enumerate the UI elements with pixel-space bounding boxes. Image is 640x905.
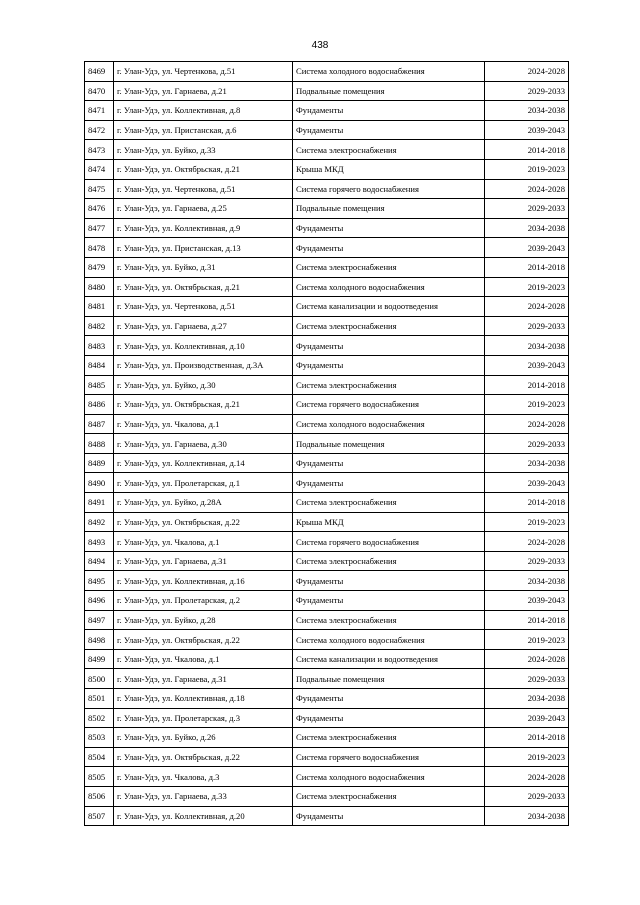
cell-address: г. Улан-Удэ, ул. Коллективная, д.8 [114,101,293,121]
cell-period: 2029-2033 [485,669,569,689]
cell-period: 2014-2018 [485,610,569,630]
table-row [85,806,569,826]
cell-period: 2014-2018 [485,375,569,395]
cell-period: 2029-2033 [485,786,569,806]
cell-row-number: 8474 [85,159,114,179]
cell-period: 2014-2018 [485,728,569,748]
cell-address: г. Улан-Удэ, ул. Октябрьская, д.21 [114,277,293,297]
cell-row-number: 8486 [85,395,114,415]
cell-row-number: 8478 [85,238,114,258]
table-row [85,81,569,101]
cell-row-number: 8494 [85,551,114,571]
cell-address: г. Улан-Удэ, ул. Октябрьская, д.22 [114,747,293,767]
cell-period: 2029-2033 [485,81,569,101]
cell-address: г. Улан-Удэ, ул. Коллективная, д.14 [114,453,293,473]
table-row [85,473,569,493]
cell-work-type: Фундаменты [293,218,485,238]
cell-row-number: 8473 [85,140,114,160]
cell-address: г. Улан-Удэ, ул. Чкалова, д.1 [114,414,293,434]
page-number: 438 [311,40,329,51]
cell-address: г. Улан-Удэ, ул. Гарнаева, д.33 [114,786,293,806]
table-row [85,610,569,630]
cell-address: г. Улан-Удэ, ул. Коллективная, д.9 [114,218,293,238]
cell-row-number: 8490 [85,473,114,493]
cell-period: 2034-2038 [485,336,569,356]
table-row [85,453,569,473]
cell-work-type: Фундаменты [293,689,485,709]
table-row [85,62,569,82]
cell-period: 2039-2043 [485,473,569,493]
cell-period: 2024-2028 [485,532,569,552]
cell-address: г. Улан-Удэ, ул. Пролетарская, д.1 [114,473,293,493]
cell-address: г. Улан-Удэ, ул. Гарнаева, д.27 [114,316,293,336]
table-body [85,62,569,826]
cell-address: г. Улан-Удэ, ул. Октябрьская, д.22 [114,512,293,532]
cell-address: г. Улан-Удэ, ул. Гарнаева, д.30 [114,434,293,454]
cell-period: 2029-2033 [485,199,569,219]
cell-work-type: Подвальные помещения [293,434,485,454]
table-row [85,297,569,317]
cell-period: 2014-2018 [485,140,569,160]
cell-work-type: Система электроснабжения [293,140,485,160]
cell-work-type: Фундаменты [293,591,485,611]
cell-row-number: 8469 [85,62,114,82]
cell-period: 2024-2028 [485,62,569,82]
cell-work-type: Система холодного водоснабжения [293,767,485,787]
cell-address: г. Улан-Удэ, ул. Гарнаева, д.25 [114,199,293,219]
cell-work-type: Подвальные помещения [293,81,485,101]
table-row [85,689,569,709]
cell-period: 2034-2038 [485,101,569,121]
cell-address: г. Улан-Удэ, ул. Чертенкова, д.51 [114,297,293,317]
cell-period: 2034-2038 [485,806,569,826]
cell-address: г. Улан-Удэ, ул. Гарнаева, д.31 [114,551,293,571]
cell-row-number: 8479 [85,257,114,277]
cell-work-type: Система электроснабжения [293,375,485,395]
table-row [85,747,569,767]
cell-row-number: 8488 [85,434,114,454]
table-row [85,630,569,650]
cell-address: г. Улан-Удэ, ул. Чкалова, д.1 [114,532,293,552]
cell-row-number: 8485 [85,375,114,395]
cell-period: 2029-2033 [485,551,569,571]
table-row [85,512,569,532]
cell-row-number: 8500 [85,669,114,689]
cell-row-number: 8472 [85,120,114,140]
cell-address: г. Улан-Удэ, ул. Чертенкова, д.51 [114,62,293,82]
cell-row-number: 8489 [85,453,114,473]
cell-period: 2024-2028 [485,649,569,669]
cell-row-number: 8498 [85,630,114,650]
cell-period: 2039-2043 [485,708,569,728]
cell-row-number: 8487 [85,414,114,434]
cell-work-type: Фундаменты [293,571,485,591]
cell-address: г. Улан-Удэ, ул. Октябрьская, д.21 [114,395,293,415]
table-row [85,218,569,238]
cell-period: 2014-2018 [485,493,569,513]
cell-row-number: 8475 [85,179,114,199]
table-row [85,316,569,336]
table-row [85,786,569,806]
cell-row-number: 8471 [85,101,114,121]
table-row [85,101,569,121]
cell-period: 2019-2023 [485,747,569,767]
cell-work-type: Система холодного водоснабжения [293,277,485,297]
cell-period: 2019-2023 [485,159,569,179]
cell-work-type: Фундаменты [293,336,485,356]
cell-work-type: Крыша МКД [293,159,485,179]
cell-row-number: 8481 [85,297,114,317]
table-row [85,159,569,179]
cell-address: г. Улан-Удэ, ул. Буйко, д.28 [114,610,293,630]
cell-address: г. Улан-Удэ, ул. Буйко, д.30 [114,375,293,395]
cell-address: г. Улан-Удэ, ул. Пролетарская, д.2 [114,591,293,611]
cell-address: г. Улан-Удэ, ул. Октябрьская, д.22 [114,630,293,650]
table-row [85,257,569,277]
cell-period: 2034-2038 [485,571,569,591]
table-row [85,532,569,552]
cell-work-type: Система холодного водоснабжения [293,62,485,82]
cell-row-number: 8484 [85,355,114,375]
table-row [85,179,569,199]
cell-work-type: Система электроснабжения [293,728,485,748]
cell-row-number: 8506 [85,786,114,806]
cell-address: г. Улан-Удэ, ул. Коллективная, д.10 [114,336,293,356]
cell-row-number: 8476 [85,199,114,219]
table-row [85,434,569,454]
cell-address: г. Улан-Удэ, ул. Буйко, д.33 [114,140,293,160]
cell-period: 2034-2038 [485,218,569,238]
cell-work-type: Фундаменты [293,473,485,493]
table-row [85,767,569,787]
cell-work-type: Крыша МКД [293,512,485,532]
cell-work-type: Фундаменты [293,708,485,728]
cell-period: 2024-2028 [485,297,569,317]
cell-address: г. Улан-Удэ, ул. Пристанская, д.13 [114,238,293,258]
cell-address: г. Улан-Удэ, ул. Гарнаева, д.31 [114,669,293,689]
cell-row-number: 8482 [85,316,114,336]
table-row [85,708,569,728]
cell-row-number: 8493 [85,532,114,552]
cell-period: 2039-2043 [485,355,569,375]
cell-row-number: 8504 [85,747,114,767]
cell-row-number: 8496 [85,591,114,611]
cell-row-number: 8499 [85,649,114,669]
cell-address: г. Улан-Удэ, ул. Буйко, д.26 [114,728,293,748]
cell-period: 2024-2028 [485,767,569,787]
cell-period: 2039-2043 [485,120,569,140]
cell-work-type: Система холодного водоснабжения [293,630,485,650]
cell-work-type: Система электроснабжения [293,257,485,277]
cell-work-type: Система электроснабжения [293,551,485,571]
cell-work-type: Фундаменты [293,355,485,375]
cell-address: г. Улан-Удэ, ул. Буйко, д.31 [114,257,293,277]
cell-address: г. Улан-Удэ, ул. Чкалова, д.3 [114,767,293,787]
table-row [85,571,569,591]
cell-address: г. Улан-Удэ, ул. Чертенкова, д.51 [114,179,293,199]
cell-address: г. Улан-Удэ, ул. Пролетарская, д.3 [114,708,293,728]
table-row [85,649,569,669]
cell-period: 2019-2023 [485,630,569,650]
cell-row-number: 8505 [85,767,114,787]
table-row [85,277,569,297]
table-row [85,375,569,395]
cell-work-type: Фундаменты [293,453,485,473]
cell-address: г. Улан-Удэ, ул. Коллективная, д.20 [114,806,293,826]
cell-work-type: Система горячего водоснабжения [293,532,485,552]
table-row [85,591,569,611]
cell-work-type: Система электроснабжения [293,316,485,336]
cell-work-type: Подвальные помещения [293,669,485,689]
cell-row-number: 8503 [85,728,114,748]
table-row [85,120,569,140]
table-row [85,414,569,434]
cell-row-number: 8492 [85,512,114,532]
repair-schedule-table [84,61,569,826]
cell-period: 2019-2023 [485,395,569,415]
cell-work-type: Фундаменты [293,120,485,140]
table-row [85,493,569,513]
cell-work-type: Фундаменты [293,238,485,258]
cell-period: 2039-2043 [485,591,569,611]
cell-work-type: Фундаменты [293,101,485,121]
cell-row-number: 8495 [85,571,114,591]
cell-row-number: 8477 [85,218,114,238]
cell-work-type: Система канализации и водоотведения [293,649,485,669]
cell-work-type: Система электроснабжения [293,493,485,513]
cell-work-type: Система канализации и водоотведения [293,297,485,317]
cell-row-number: 8497 [85,610,114,630]
table-row [85,728,569,748]
cell-work-type: Подвальные помещения [293,199,485,219]
table-row [85,395,569,415]
cell-period: 2019-2023 [485,277,569,297]
cell-address: г. Улан-Удэ, ул. Буйко, д.28А [114,493,293,513]
table-row [85,238,569,258]
cell-row-number: 8483 [85,336,114,356]
cell-period: 2039-2043 [485,238,569,258]
cell-row-number: 8470 [85,81,114,101]
cell-work-type: Система электроснабжения [293,786,485,806]
cell-period: 2034-2038 [485,453,569,473]
cell-address: г. Улан-Удэ, ул. Коллективная, д.16 [114,571,293,591]
cell-period: 2034-2038 [485,689,569,709]
cell-period: 2014-2018 [485,257,569,277]
cell-address: г. Улан-Удэ, ул. Гарнаева, д.21 [114,81,293,101]
cell-address: г. Улан-Удэ, ул. Чкалова, д.1 [114,649,293,669]
cell-work-type: Система горячего водоснабжения [293,395,485,415]
cell-work-type: Система горячего водоснабжения [293,747,485,767]
table-row [85,140,569,160]
cell-work-type: Система электроснабжения [293,610,485,630]
table-row [85,551,569,571]
table-row [85,669,569,689]
cell-address: г. Улан-Удэ, ул. Коллективная, д.18 [114,689,293,709]
cell-row-number: 8480 [85,277,114,297]
table-row [85,336,569,356]
cell-period: 2019-2023 [485,512,569,532]
cell-period: 2024-2028 [485,179,569,199]
cell-row-number: 8502 [85,708,114,728]
cell-row-number: 8491 [85,493,114,513]
cell-address: г. Улан-Удэ, ул. Октябрьская, д.21 [114,159,293,179]
table-row [85,199,569,219]
table-row [85,355,569,375]
cell-work-type: Система холодного водоснабжения [293,414,485,434]
cell-period: 2029-2033 [485,316,569,336]
cell-address: г. Улан-Удэ, ул. Производственная, д.3А [114,355,293,375]
cell-row-number: 8507 [85,806,114,826]
cell-period: 2024-2028 [485,414,569,434]
cell-address: г. Улан-Удэ, ул. Пристанская, д.6 [114,120,293,140]
cell-row-number: 8501 [85,689,114,709]
cell-work-type: Фундаменты [293,806,485,826]
cell-period: 2029-2033 [485,434,569,454]
cell-work-type: Система горячего водоснабжения [293,179,485,199]
